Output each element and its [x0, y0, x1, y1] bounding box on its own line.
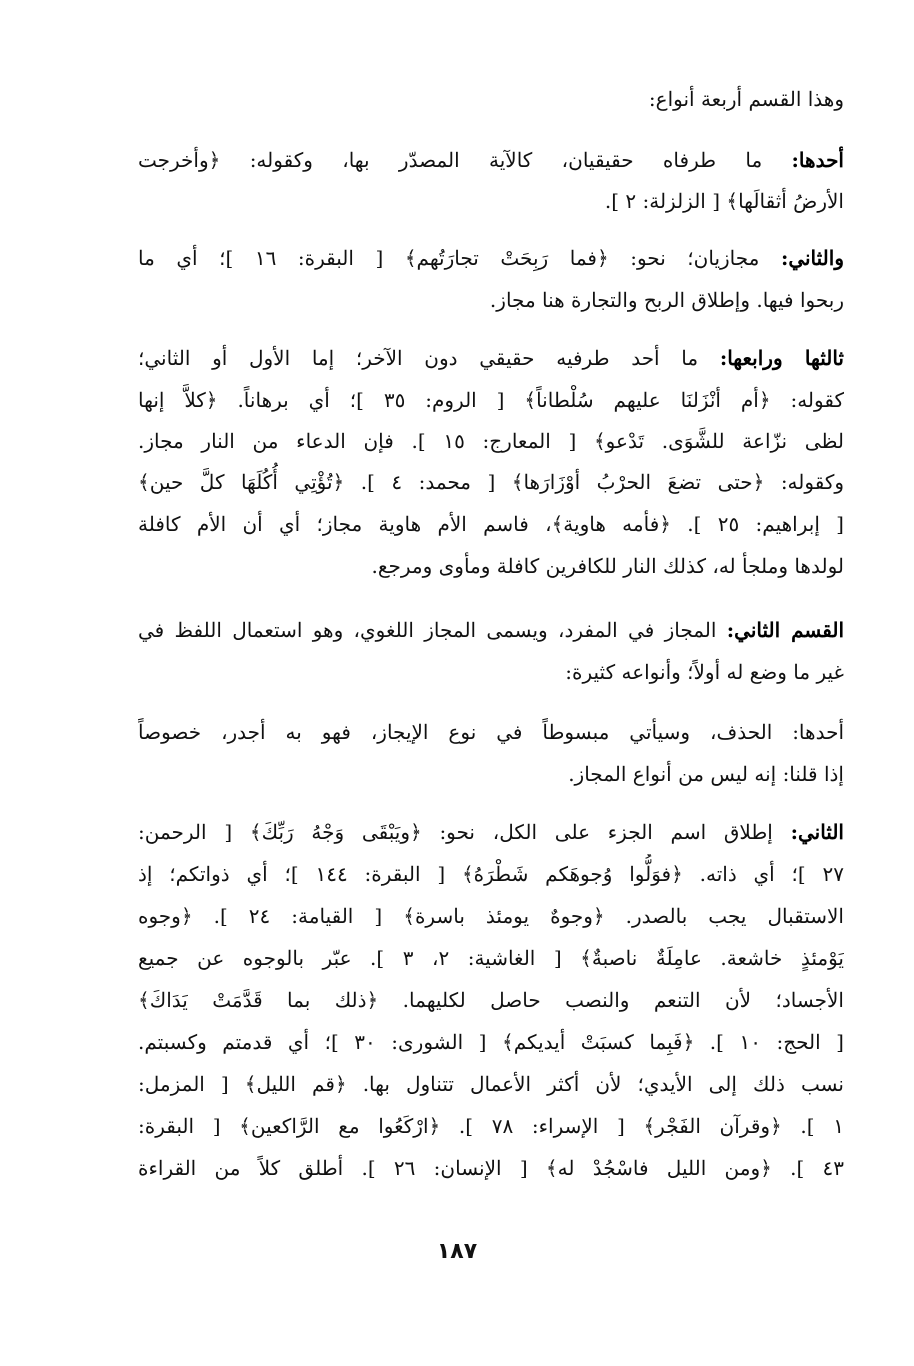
line-text: وكقوله: ﴿حتى تضعَ الحرْبُ أوْزَارَها﴾ [ محمد: ٤ ]. ﴿تُؤْتِي أُكُلَهَا كلَّ حين﴾: [138, 470, 844, 494]
text-line: [138, 421, 844, 461]
text-line: [138, 140, 844, 180]
line-text: كقوله: ﴿أم أنْزَلنَا عليهم سُلْطاناً﴾ [ الروم: ٣٥ ]؛ أي برهاناً. ﴿كلاَّ إنها: [138, 388, 844, 412]
line-text: الاستقبال يجب بالصدر. ﴿وجوهٌ يومئذ باسرة﴾ [ القيامة: ٢٤ ]. ﴿وجوه: [138, 904, 844, 928]
text-line: [138, 712, 844, 752]
line-text: [ إبراهيم: ٢٥ ]. ﴿فأمه هاوية﴾، فاسم الأم هاوية مجاز؛ أي أن الأم كافلة: [138, 512, 844, 536]
line-text: إذا قلنا: إنه ليس من أنواع المجاز.: [568, 762, 844, 786]
text-line: [138, 79, 844, 119]
line-text: المجاز في المفرد، ويسمى المجاز اللغوي، وهو استعمال اللفظ في: [138, 618, 727, 642]
text-line: [138, 1148, 844, 1188]
page-number: ١٨٧: [436, 1239, 478, 1264]
line-text: الأرضُ أثقالَها﴾ [ الزلزلة: ٢ ].: [604, 189, 844, 213]
text-line: [138, 652, 844, 692]
text-line: [138, 462, 844, 502]
text-line: [138, 1064, 844, 1104]
line-text: وهذا القسم أربعة أنواع:: [648, 87, 844, 111]
line-text: ما طرفاه حقيقيان، كالآية المصدّر بها، وكقوله: ﴿وأخرجت: [138, 148, 792, 172]
line-text: الأجساد؛ لأن التنعم والنصب حاصل لكليهما. ﴿ذلك بما قَدَّمَتْ يَدَاكَ﴾: [138, 988, 844, 1012]
paragraph-label: ثالثها ورابعها:: [719, 346, 844, 370]
text-line: [138, 238, 844, 278]
text-line: [138, 610, 844, 650]
line-text: لولدها وملجأ له، كذلك النار للكافرين كافلة ومأوى ومرجع.: [371, 554, 844, 578]
text-line: [138, 280, 844, 320]
line-text: غير ما وضع له أولاً؛ وأنواعه كثيرة:: [565, 660, 844, 684]
text-line: [138, 546, 844, 586]
text-line: [138, 1022, 844, 1062]
paragraph-label: القسم الثاني:: [726, 618, 844, 642]
line-text: ما أحد طرفيه حقيقي دون الآخر؛ إما الأول أو الثاني؛: [138, 346, 720, 370]
line-text: ٤٣ ]. ﴿ومن الليل فاسْجُدْ له﴾ [ الإنسان: ٢٦ ]. أطلق كلاً من القراءة: [138, 1156, 844, 1180]
text-line: [138, 338, 844, 378]
text-line: [138, 854, 844, 894]
line-text: ٢٧ ]؛ أي ذاته. ﴿فوَلُّوا وُجوهَكم شَطْرَهُ﴾ [ البقرة: ١٤٤ ]؛ أي ذواتكم؛ إذ: [138, 862, 844, 886]
paragraph-label: والثاني:: [780, 246, 844, 270]
text-line: [138, 504, 844, 544]
paragraph-label: أحدها:: [791, 148, 844, 172]
line-text: نسب ذلك إلى الأيدي؛ لأن أكثر الأعمال تتناول بها. ﴿قم الليل﴾ [ المزمل:: [138, 1072, 844, 1096]
line-text: مجازيان؛ نحو: ﴿فما رَبِحَتْ تجارَتُهم﴾ [ البقرة: ١٦ ]؛ أي ما: [138, 246, 781, 270]
text-line: [138, 980, 844, 1020]
text-line: [138, 754, 844, 794]
line-text: إطلاق اسم الجزء على الكل، نحو: ﴿ويَبْقَى وَجْهُ رَبِّكَ﴾ [ الرحمن:: [138, 820, 791, 844]
line-text: ١ ]. ﴿وقرآن الفَجْر﴾ [ الإسراء: ٧٨ ]. ﴿ارْكَعُوا مع الرَّاكعين﴾ [ البقرة:: [138, 1114, 844, 1138]
line-text: ربحوا فيها. وإطلاق الربح والتجارة هنا مجاز.: [489, 288, 844, 312]
text-line: [138, 896, 844, 936]
line-text: أحدها: الحذف، وسيأتي مبسوطاً في نوع الإيجاز، فهو به أجدر، خصوصاً: [138, 720, 844, 744]
paragraph-label: الثاني:: [790, 820, 844, 844]
text-line: [138, 938, 844, 978]
line-text: [ الحج: ١٠ ]. ﴿فَبِما كسبَتْ أيديكم﴾ [ الشورى: ٣٠ ]؛ أي قدمتم وكسبتم.: [138, 1030, 844, 1054]
text-line: [138, 181, 844, 221]
line-text: يَوْمئذٍ خاشعة. عامِلَةٌ ناصبةٌ﴾ [ الغاشية: ٢، ٣ ]. عبّر بالوجوه عن جميع: [138, 946, 844, 970]
text-line: [138, 812, 844, 852]
text-line: [138, 1106, 844, 1146]
line-text: لظى نزّاعة للشَّوَى. تَدْعو﴾ [ المعارج: ١٥ ]. فإن الدعاء من النار مجاز.: [138, 429, 844, 453]
text-line: [138, 380, 844, 420]
